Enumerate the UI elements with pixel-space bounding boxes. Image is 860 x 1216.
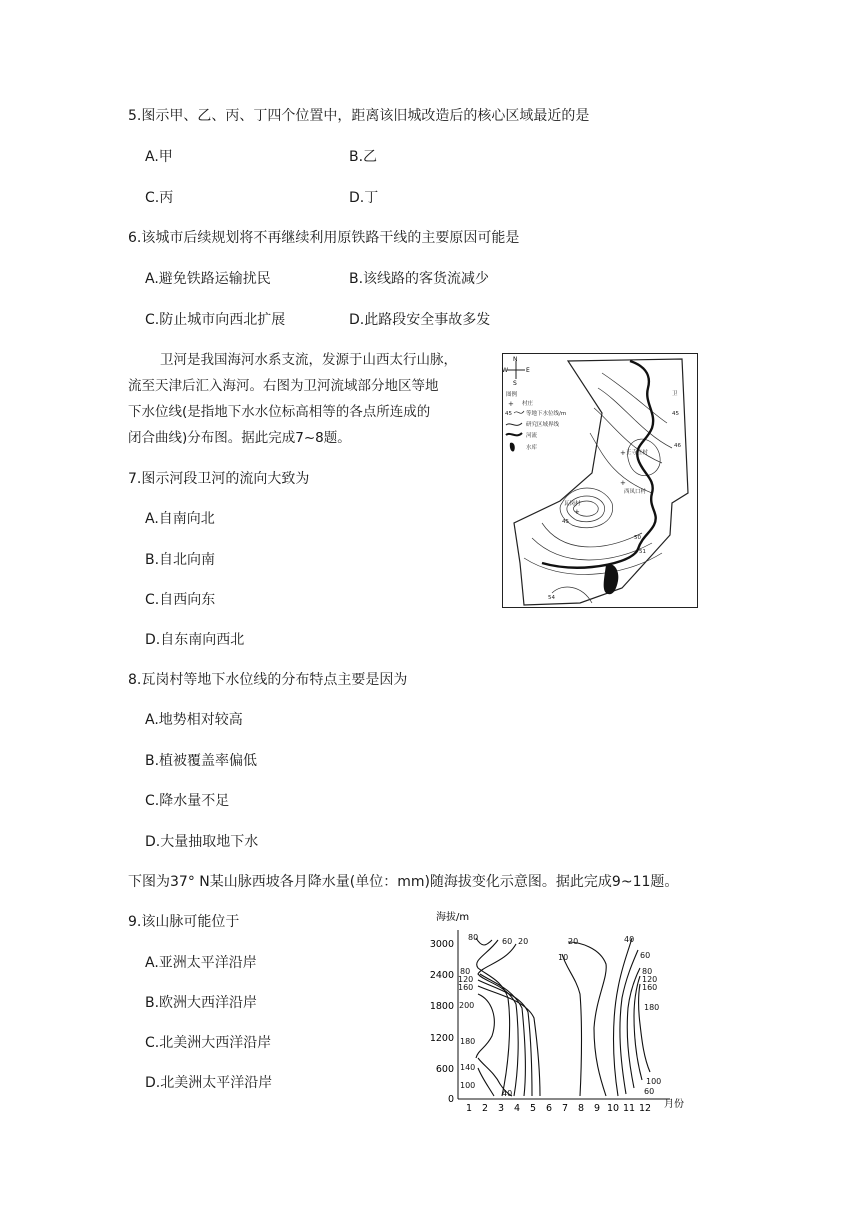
y-tick: 600 <box>435 1064 454 1075</box>
x-tick: 12 <box>638 1103 652 1114</box>
contour-label: 50 <box>634 535 641 541</box>
isoline-label: 20 <box>568 937 579 946</box>
q7-option-b: B.自北向南 <box>145 552 216 568</box>
isolines-middle <box>562 942 606 1096</box>
village-marker-icon: + <box>620 449 626 457</box>
y-tick: 2400 <box>429 970 454 981</box>
q5-option-a: A.甲 <box>145 149 173 165</box>
village-label-xifengkou: 西凤口村 <box>624 489 647 495</box>
isoline-label: 60 <box>640 951 651 960</box>
q7-stem: 7.图示河段卫河的流向大致为 <box>128 471 310 487</box>
y-tick: 0 <box>447 1094 454 1105</box>
intro-7-8-line-2: 流至天津后汇入海河。右图为卫河流域部分地区等地 <box>128 378 439 394</box>
precipitation-chart-svg <box>422 908 684 1116</box>
contour-label: 45 <box>672 411 679 417</box>
isoline-label: 60 <box>644 1087 655 1096</box>
village-label-wangsizhuang: 王寺庄村 <box>626 450 649 456</box>
isoline-label: 80 <box>460 967 471 976</box>
legend-reservoir: 水库 <box>526 445 538 451</box>
compass-w: W <box>502 367 508 374</box>
compass-e: E <box>526 367 530 374</box>
q7-option-c: C.自西向东 <box>145 592 216 608</box>
y-ticks <box>430 939 454 1105</box>
q6-option-b: B.该线路的客货流减少 <box>349 271 490 287</box>
isoline-label: 100 <box>646 1077 662 1086</box>
isoline-label: 180 <box>460 1037 476 1046</box>
intro-7-8 <box>128 347 490 451</box>
q9-option-c: C.北美洲大西洋沿岸 <box>145 1035 272 1051</box>
contour-label: 46 <box>674 443 681 449</box>
legend-boundary: 研究区域界线 <box>526 422 560 428</box>
y-tick: 3000 <box>429 939 454 950</box>
groundwater-map-svg <box>502 353 698 608</box>
q8-option-a: A.地势相对较高 <box>145 712 243 728</box>
legend-title: 图例 <box>506 392 518 398</box>
x-tick: 8 <box>577 1103 585 1114</box>
isoline-label: 60 <box>502 937 513 946</box>
isoline-label: 120 <box>458 975 474 984</box>
isolines-right <box>614 938 651 1096</box>
y-tick: 1800 <box>429 1001 454 1012</box>
q8-option-c: C.降水量不足 <box>145 793 230 809</box>
contour-label: 51 <box>639 549 646 555</box>
legend-village: 村庄 <box>522 401 534 407</box>
q6-stem: 6.该城市后续规划将不再继续利用原铁路干线的主要原因可能是 <box>128 230 520 246</box>
q6-option-d: D.此路段安全事故多发 <box>349 312 491 328</box>
legend-river: 河流 <box>526 433 538 439</box>
q5-option-d: D.丁 <box>349 190 379 206</box>
isoline-label: 80 <box>642 967 653 976</box>
q9-option-d: D.北美洲太平洋沿岸 <box>145 1075 273 1091</box>
intro-9-11: 下图为37° N某山脉西坡各月降水量(单位：mm)随海拔变化示意图。据此完成9~11题。 <box>128 874 679 890</box>
isoline-label: 140 <box>460 1063 476 1072</box>
isoline-label: 200 <box>459 1001 475 1010</box>
y-tick: 1200 <box>429 1033 454 1044</box>
legend-contour: 等地下水位线/m <box>526 411 567 417</box>
x-tick: 2 <box>481 1103 489 1114</box>
x-tick: 9 <box>593 1103 601 1114</box>
isoline-label: 100 <box>460 1081 476 1090</box>
village-symbol-icon: + <box>508 400 514 408</box>
village-marker-icon: + <box>574 508 580 516</box>
village-marker-icon: + <box>620 479 626 487</box>
x-tick: 5 <box>529 1103 537 1114</box>
x-tick: 11 <box>622 1103 636 1114</box>
map-frame <box>503 354 698 608</box>
x-tick: 1 <box>465 1103 473 1114</box>
q7-option-d: D.自东南向西北 <box>145 632 245 648</box>
groundwater-map-figure <box>502 353 698 608</box>
isoline-label: 180 <box>644 1003 660 1012</box>
isoline-label: 160 <box>458 983 474 992</box>
x-tick: 3 <box>497 1103 505 1114</box>
q9-option-b: B.欧洲大西洋沿岸 <box>145 995 258 1011</box>
contour-label: 54 <box>548 595 555 601</box>
q9-option-a: A.亚洲太平洋沿岸 <box>145 955 257 971</box>
precipitation-altitude-chart <box>422 908 684 1116</box>
compass-s: S <box>513 380 517 387</box>
x-axis-unit: 月份 <box>664 1099 684 1110</box>
y-axis-title: 海拔/m <box>436 912 470 923</box>
q5-option-b: B.乙 <box>349 149 378 165</box>
isoline-label: 40 <box>502 1089 513 1098</box>
isoline-label: 160 <box>642 983 658 992</box>
isoline-label: 80 <box>468 933 479 942</box>
legend-contour-value: 45 <box>505 411 512 417</box>
q8-option-b: B.植被覆盖率偏低 <box>145 753 258 769</box>
isolines-left <box>476 938 540 1096</box>
x-tick: 10 <box>606 1103 620 1114</box>
compass-n: N <box>513 356 518 363</box>
q5-option-c: C.丙 <box>145 190 174 206</box>
village-label-wagang: 瓦岗村 <box>564 501 581 507</box>
intro-7-8-line-4: 闭合曲线)分布图。据此完成7~8题。 <box>128 430 351 446</box>
intro-7-8-line-3: 下水位线(是指地下水水位标高相等的各点所连成的 <box>128 404 431 420</box>
intro-7-8-line-1: 卫河是我国海河水系支流，发源于山西太行山脉， <box>160 352 457 368</box>
x-tick: 7 <box>561 1103 569 1114</box>
isoline-label: 20 <box>518 937 529 946</box>
contour-label: 45 <box>562 519 569 525</box>
q7-option-a: A.自南向北 <box>145 511 215 527</box>
x-ticks <box>466 1103 651 1114</box>
x-tick: 4 <box>513 1103 521 1114</box>
x-tick: 6 <box>545 1103 553 1114</box>
q8-stem: 8.瓦岗村等地下水位线的分布特点主要是因为 <box>128 672 408 688</box>
isoline-label: 120 <box>642 975 658 984</box>
q9-stem: 9.该山脉可能位于 <box>128 914 240 930</box>
q8-option-d: D.大量抽取地下水 <box>145 834 259 850</box>
isoline-label: 40 <box>624 935 635 944</box>
q6-option-a: A.避免铁路运输扰民 <box>145 271 271 287</box>
q5-stem: 5.图示甲、乙、丙、丁四个位置中，距离该旧城改造后的核心区域最近的是 <box>128 108 590 124</box>
river-label: 卫 <box>672 391 678 397</box>
isoline-label: 10 <box>558 953 569 962</box>
q6-option-c: C.防止城市向西北扩展 <box>145 312 286 328</box>
